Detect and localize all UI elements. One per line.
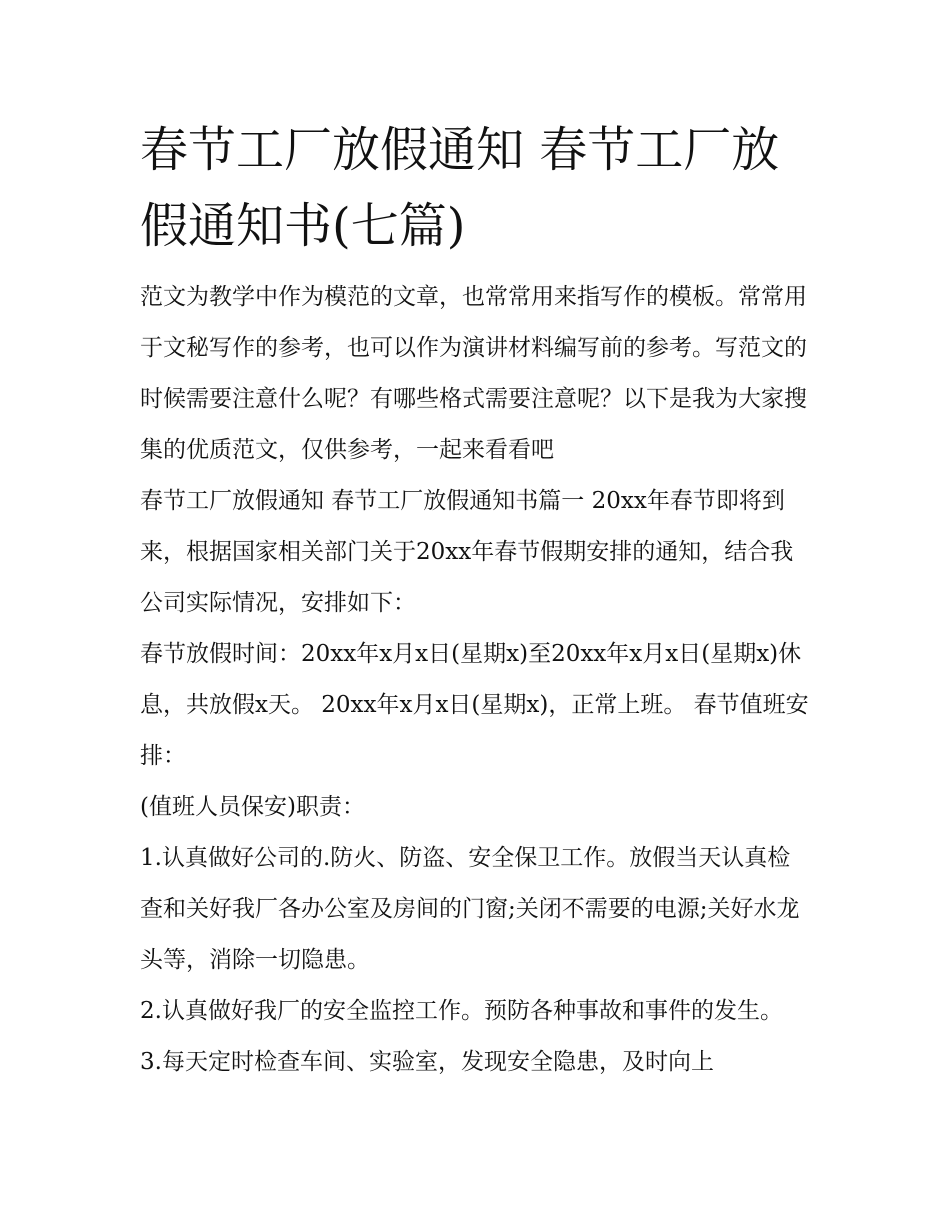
paragraph-intro: 范文为教学中作为模范的文章，也常常用来指写作的模板。常常用于文秘写作的参考，也可以作为演讲材料编写前的参考。写范文的时候需要注意什么呢？有哪些格式需要注意呢？以下是我为大家搜集的优质范文，仅供参考，一起来看看吧: [140, 284, 807, 463]
paragraph-holiday-time: 春节放假时间：20xx年x月x日(星期x)至20xx年x月x日(星期x)休息，共放假x天。 20xx年x月x日(星期x)，正常上班。 春节值班安排：: [140, 641, 809, 769]
paragraph-duty-item-1: 1.认真做好公司的.防火、防盗、安全保卫工作。放假当天认真检查和关好我厂各办公室及房间的门窗;关闭不需要的电源;关好水龙头等，消除一切隐患。: [140, 845, 800, 973]
document-page: [140, 112, 812, 1088]
document-title: 春节工厂放假通知 春节工厂放假通知书(七篇): [140, 122, 780, 254]
paragraph-duty-item-2: 2.认真做好我厂的安全监控工作。预防各种事故和事件的发生。 3.每天定时检查车间、实验室，发现安全隐患，及时向上: [140, 998, 783, 1075]
paragraph-notice-opening: 春节工厂放假通知 春节工厂放假通知书篇一 20xx年春节即将到来，根据国家相关部门关于20xx年春节假期安排的通知，结合我公司实际情况，安排如下：: [140, 488, 794, 616]
paragraph-duty-heading: (值班人员保安)职责：: [140, 794, 365, 820]
